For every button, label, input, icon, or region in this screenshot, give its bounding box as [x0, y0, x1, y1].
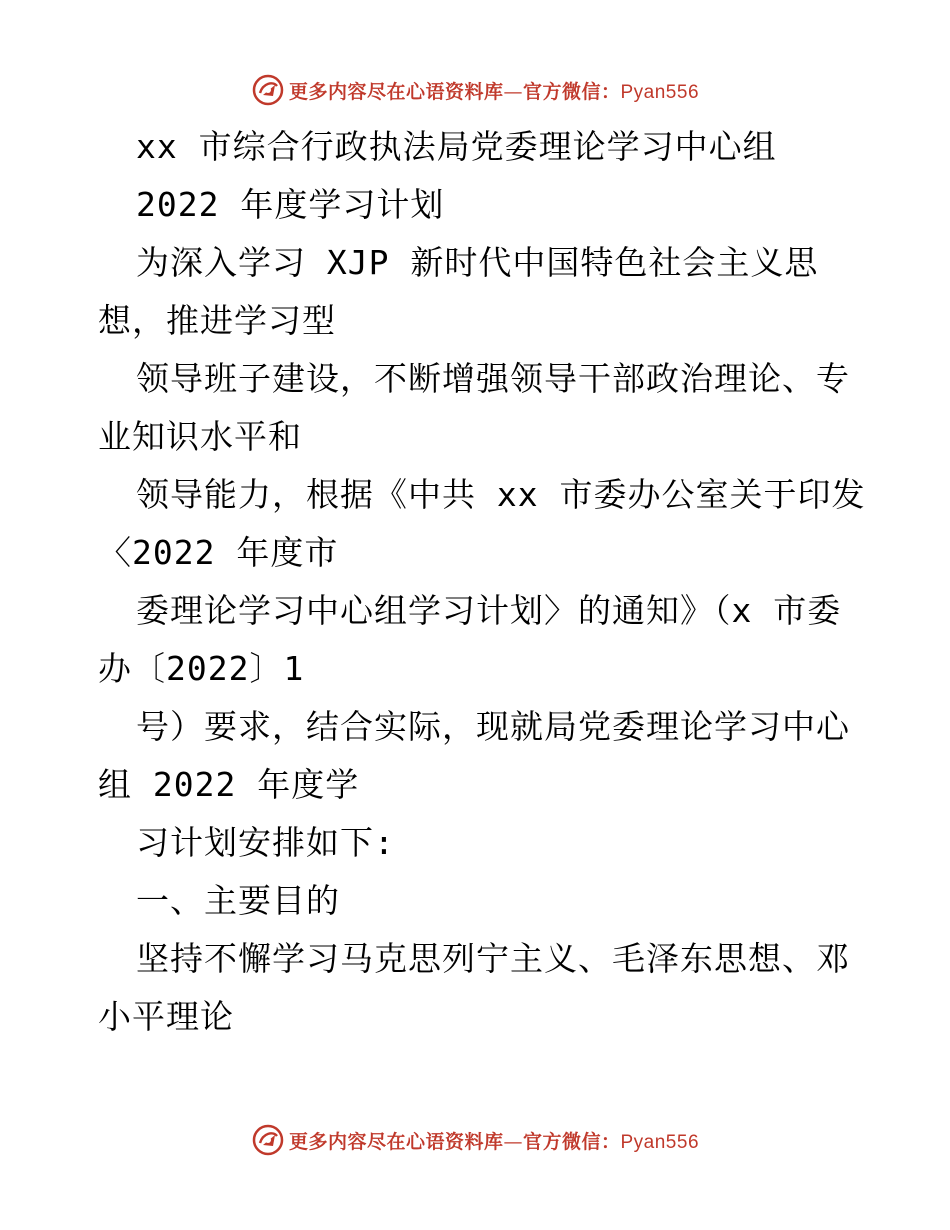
document-body: [98, 118, 878, 1046]
watermark-wechat-id: Pyan556: [620, 81, 700, 103]
watermark-wechat-id: Pyan556: [620, 1131, 700, 1153]
paragraph-line: 办〔2022〕1: [98, 649, 305, 688]
paragraph-line: 领导能力，根据《中共 xx 市委办公室关于印发: [136, 475, 866, 514]
watermark-text: [289, 77, 699, 104]
watermark-brand: 更多内容尽在心语资料库: [288, 1130, 504, 1153]
watermark-separator: —: [503, 1130, 523, 1153]
watermark-wechat-label: 官方微信：: [522, 80, 621, 103]
paragraph-line: 坚持不懈学习马克思列宁主义、毛泽东思想、邓: [136, 939, 850, 978]
doc-title-line-1: xx 市综合行政执法局党委理论学习中心组: [136, 127, 777, 166]
paragraph-line: 〈2022 年度市: [98, 533, 339, 572]
paragraph-line: 习计划安排如下:: [136, 823, 395, 862]
brand-logo-icon: [251, 1123, 285, 1157]
header-watermark: [0, 70, 950, 110]
paragraph-line: 想，推进学习型: [98, 301, 336, 340]
paragraph-line: 为深入学习 XJP 新时代中国特色社会主义思: [136, 243, 819, 282]
paragraph-line: 业知识水平和: [98, 417, 302, 456]
doc-title-line-2: 2022 年度学习计划: [136, 185, 445, 224]
watermark-wechat-label: 官方微信：: [522, 1130, 621, 1153]
watermark-brand: 更多内容尽在心语资料库: [288, 80, 504, 103]
paragraph-line: 小平理论: [98, 997, 234, 1036]
paragraph-line: 领导班子建设，不断增强领导干部政治理论、专: [136, 359, 850, 398]
watermark-separator: —: [503, 80, 523, 103]
paragraph-line: 号）要求，结合实际，现就局党委理论学习中心: [136, 707, 850, 746]
paragraph-line: 委理论学习中心组学习计划〉的通知》（x 市委: [136, 591, 842, 630]
brand-logo-icon: [251, 73, 285, 107]
watermark-text: [289, 1127, 699, 1154]
section-heading: 一、主要目的: [136, 881, 340, 920]
paragraph-line: 组 2022 年度学: [98, 765, 360, 804]
footer-watermark: [0, 1120, 950, 1160]
